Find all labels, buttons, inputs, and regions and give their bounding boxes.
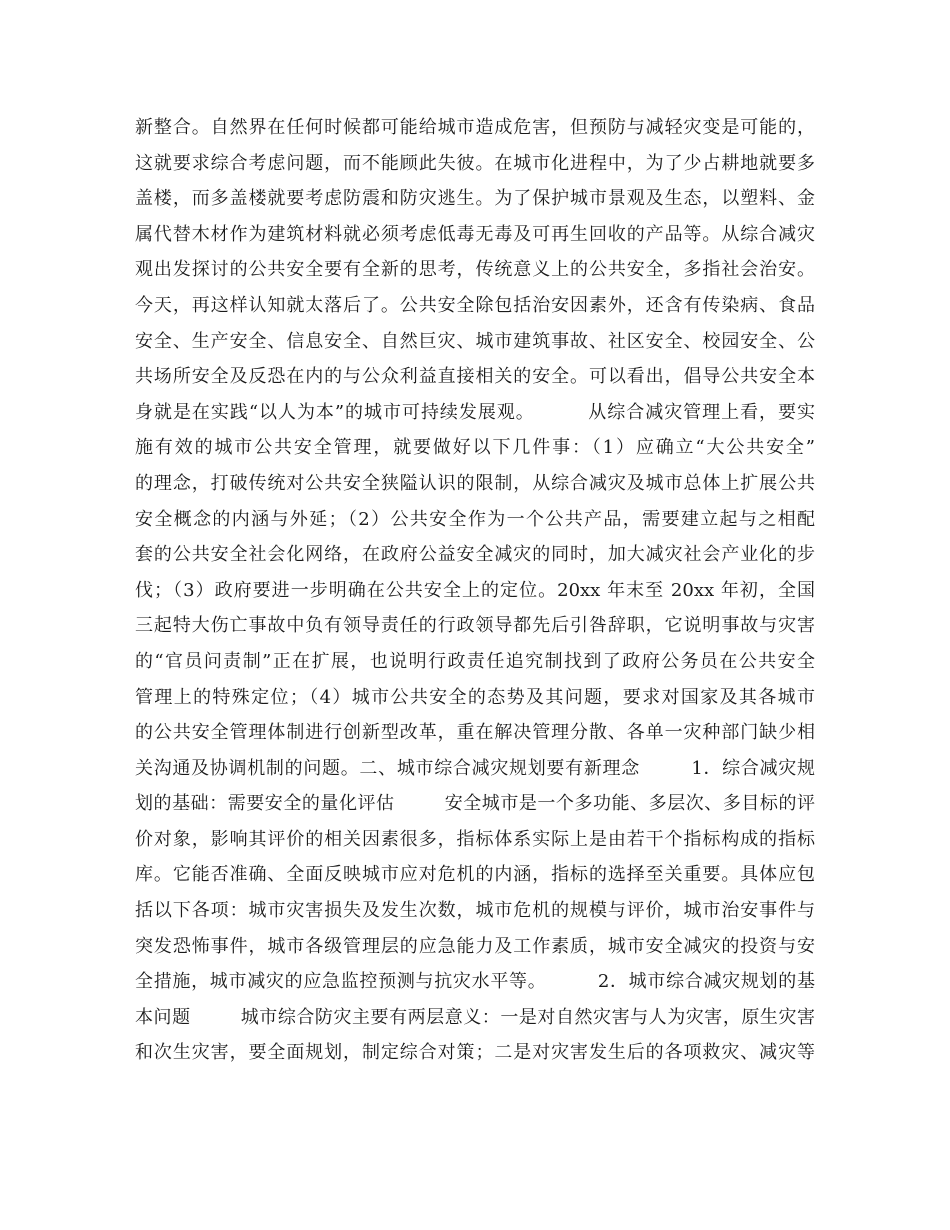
text-line: 新整合。自然界在任何时候都可能给城市造成危害，但预防与减轻灾变是可能的， (135, 117, 815, 138)
text-line: 库。它能否准确、全面反映城市应对危机的内涵，指标的选择至关重要。具体应包 (135, 864, 815, 886)
text-line: 观出发探讨的公共安全要有全新的思考，传统意义上的公共安全，多指社会治安。 (135, 259, 815, 281)
text-line: 身就是在实践“以人为本”的城市可持续发展观。 从综合减灾管理上看，要实 (135, 401, 815, 423)
text-line: 括以下各项：城市灾害损失及发生次数，城市危机的规模与评价，城市治安事件与 (135, 900, 815, 922)
text-line: 伐；（3）政府要进一步明确在公共安全上的定位。20xx 年末至 20xx 年初，全国 (135, 579, 815, 601)
text-line: 和次生灾害，要全面规划，制定综合对策；二是对灾害发生后的各项救灾、减灾等 (135, 1042, 815, 1064)
text-line: 三起特大伤亡事故中负有领导责任的行政领导都先后引咎辞职，它说明事故与灾害 (135, 615, 815, 637)
text-line: 关沟通及协调机制的问题。二、城市综合减灾规划要有新理念 1．综合减灾规 (135, 757, 815, 779)
text-line: 的“官员问责制”正在扩展，也说明行政责任追究制找到了政府公务员在公共安全 (135, 650, 815, 672)
text-line: 的理念，打破传统对公共安全狭隘认识的限制，从综合减灾及城市总体上扩展公共 (135, 472, 815, 494)
text-line: 突发恐怖事件，城市各级管理层的应急能力及工作素质，城市安全减灾的投资与安 (135, 935, 815, 957)
body-text (135, 110, 815, 1071)
text-line: 套的公共安全社会化网络，在政府公益安全减灾的同时，加大减灾社会产业化的步 (135, 544, 815, 566)
text-line: 价对象，影响其评价的相关因素很多，指标体系实际上是由若干个指标构成的指标 (135, 828, 815, 850)
text-line: 划的基础：需要安全的量化评估 安全城市是一个多功能、多层次、多目标的评 (135, 793, 815, 815)
text-line: 管理上的特殊定位；（4）城市公共安全的态势及其问题，要求对国家及其各城市 (135, 686, 815, 708)
text-line: 安全概念的内涵与外延；（2）公共安全作为一个公共产品，需要建立起与之相配 (135, 508, 815, 530)
text-line: 安全、生产安全、信息安全、自然巨灾、城市建筑事故、社区安全、校园安全、公 (135, 330, 815, 352)
text-line: 施有效的城市公共安全管理，就要做好以下几件事：（1）应确立“大公共安全” (135, 437, 815, 459)
text-line: 本问题 城市综合防灾主要有两层意义：一是对自然灾害与人为灾害，原生灾害 (135, 1006, 815, 1028)
text-line: 全措施，城市减灾的应急监控预测与抗灾水平等。 2．城市综合减灾规划的基 (135, 971, 815, 993)
text-line: 的公共安全管理体制进行创新型改革，重在解决管理分散、各单一灾种部门缺少相 (135, 722, 815, 744)
text-line: 盖楼，而多盖楼就要考虑防震和防灾逃生。为了保护城市景观及生态，以塑料、金 (135, 188, 815, 210)
text-line: 属代替木材作为建筑材料就必须考虑低毒无毒及可再生回收的产品等。从综合减灾 (135, 223, 815, 245)
text-line: 共场所安全及反恐在内的与公众利益直接相关的安全。可以看出，倡导公共安全本 (135, 366, 815, 388)
text-line: 今天，再这样认知就太落后了。公共安全除包括治安因素外，还含有传染病、食品 (135, 294, 815, 316)
text-line: 这就要求综合考虑问题，而不能顾此失彼。在城市化进程中，为了少占耕地就要多 (135, 152, 815, 174)
